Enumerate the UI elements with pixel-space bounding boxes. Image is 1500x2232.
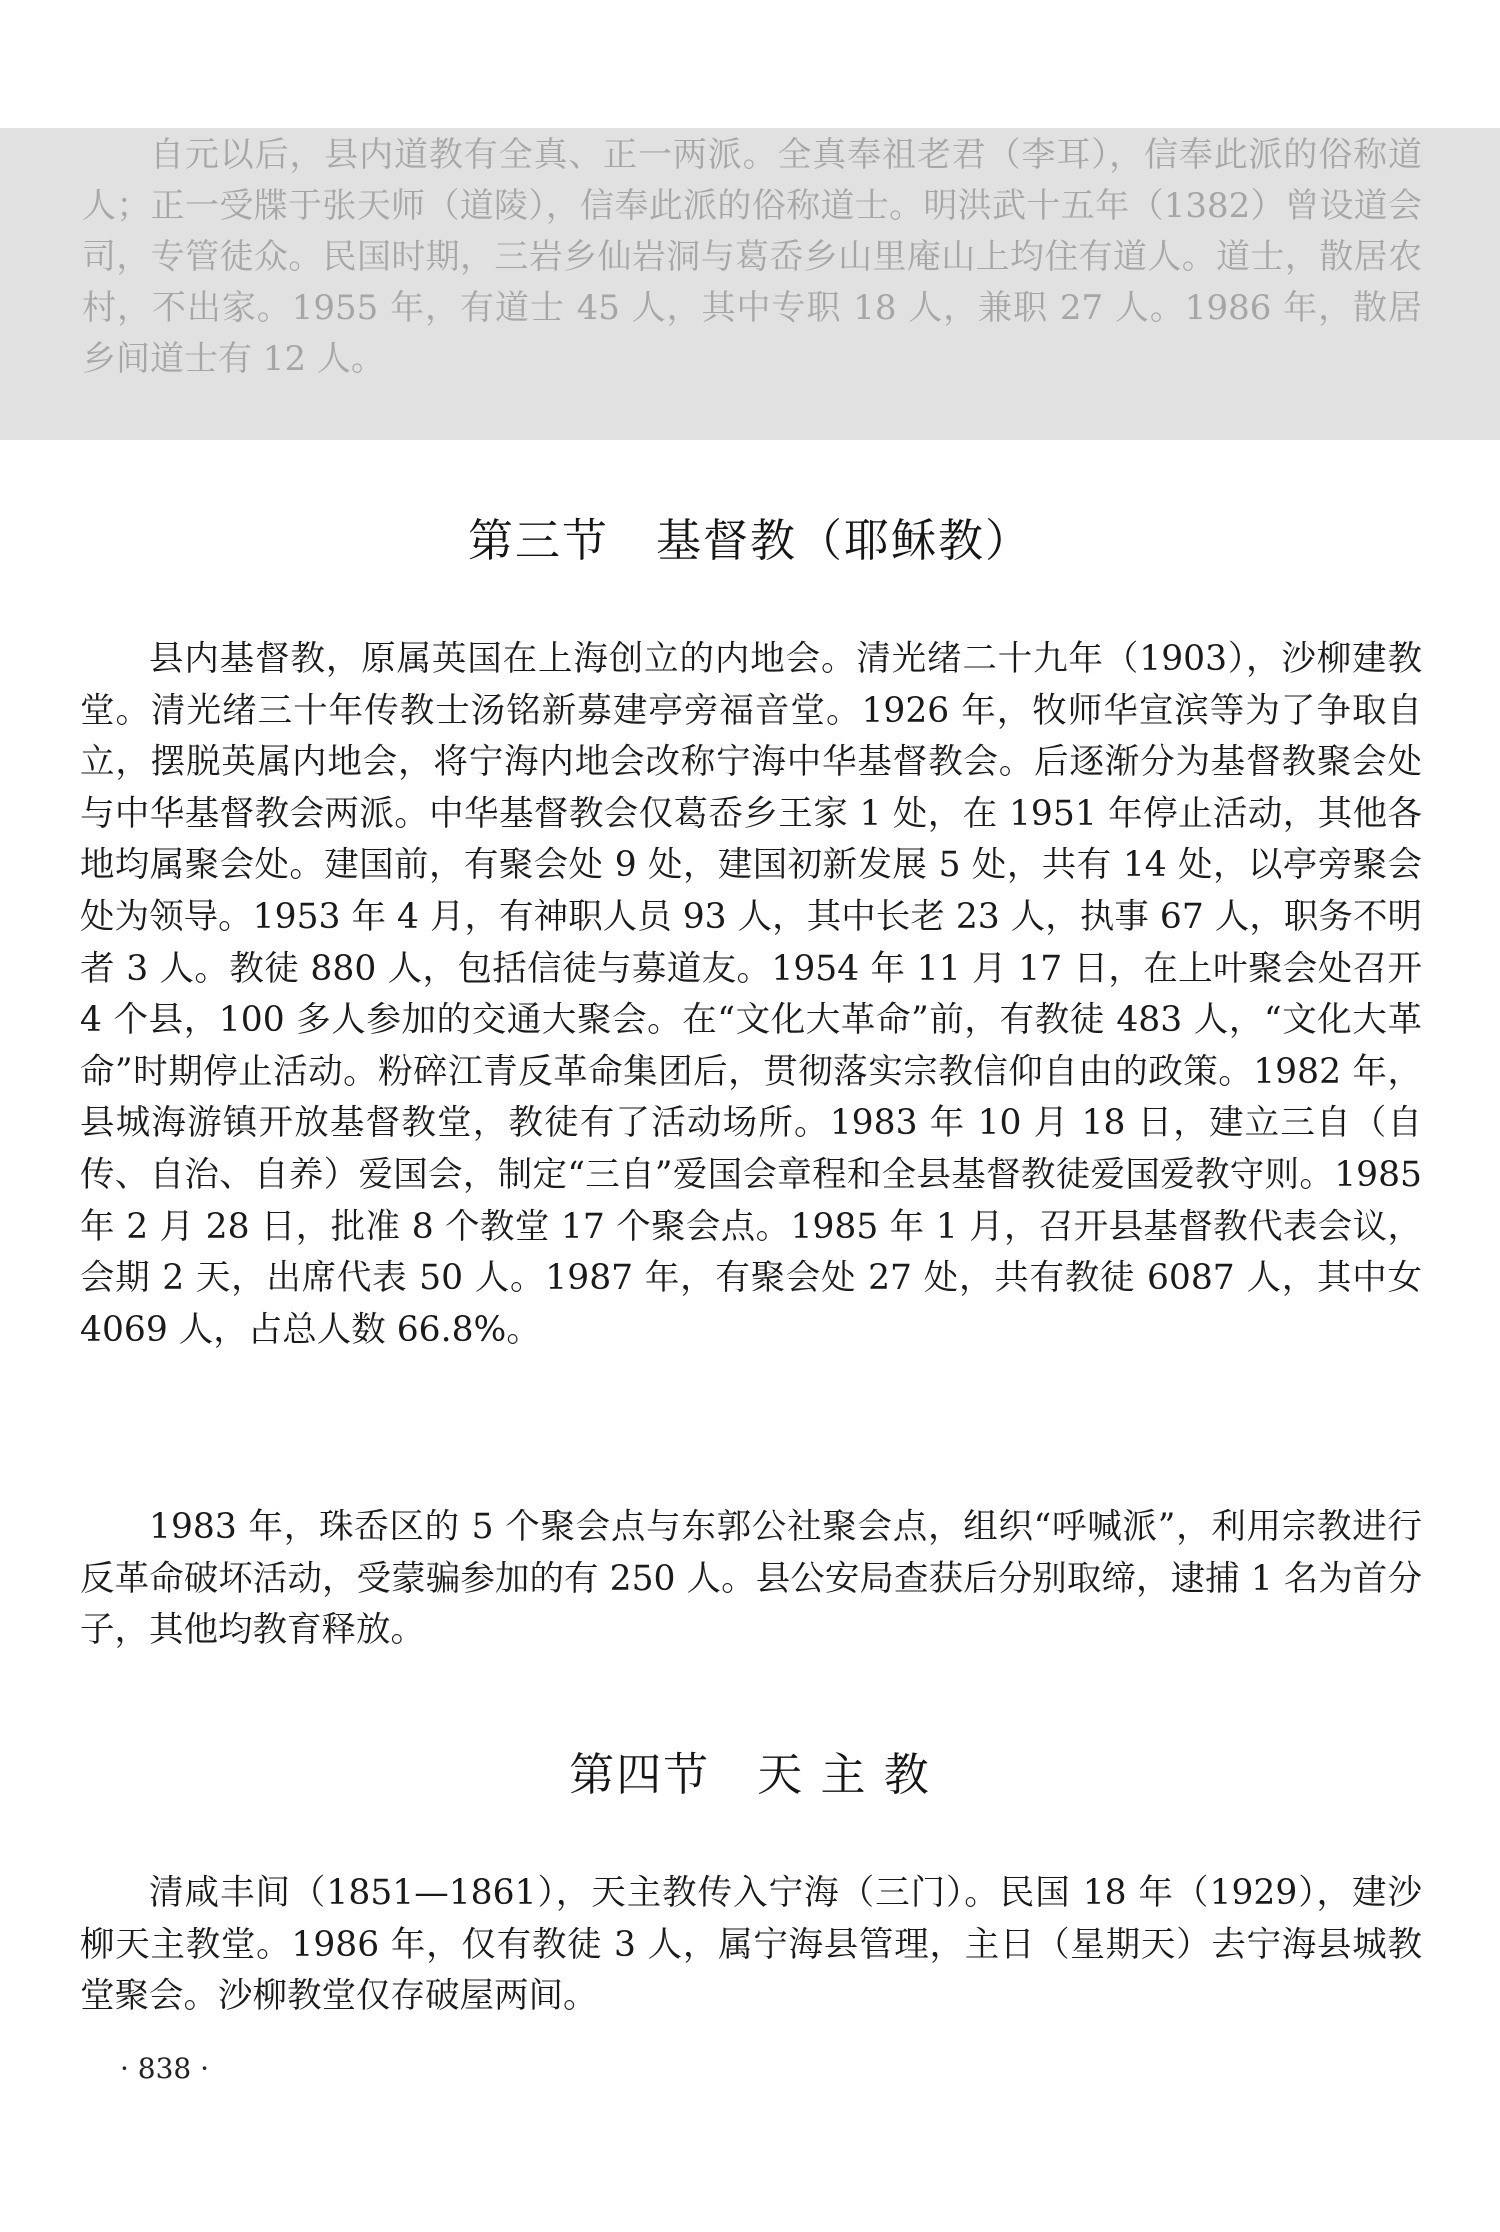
page-number: · 838 · — [120, 2052, 210, 2085]
section-4-title: 第四节 天 主 教 — [569, 1748, 931, 1801]
christianity-paragraph-1: 县内基督教，原属英国在上海创立的内地会。清光绪二十九年（1903），沙柳建教堂。清光绪三十年传教士汤铭新募建亭旁福音堂。1926 年，牧师华宣滨等为了争取自立，摆脱英属内地会，将宁海内地会改称宁海中华基督教会。后逐渐分为基督教聚会处与中华基督教会两派。中华基督教会仅葛岙乡王家 1 处，在 1951 年停止活动，其他各地均属聚会处。建国前，有聚会处 9 处，建国初新发展 5 处，共有 14 处，以亭旁聚会处为领导。1953 年 4 月，有神职人员 93 人，其中长老 23 人，执事 67 人，职务不明者 3 人。教徒 880 人，包括信徒与募道友。1954 年 11 月 17 日，在上叶聚会处召开 4 个县，100 多人参加的交通大聚会。在“文化大革命”前，有教徒 483 人，“文化大革命”时期停止活动。粉碎江青反革命集团后，贯彻落实宗教信仰自由的政策。1982 年，县城海游镇开放基督教堂，教徒有了活动场所。1983 年 10 月 18 日，建立三自（自传、自治、自养）爱国会，制定“三自”爱国会章程和全县基督教徒爱国爱教守则。1985 年 2 月 28 日，批准 8 个教堂 17 个聚会点。1985 年 1 月，召开县基督教代表会议，会期 2 天，出席代表 50 人。1987 年，有聚会处 27 处，共有教徒 6087 人，其中女 4069 人，占总人数 66.8%。 — [80, 639, 1422, 1350]
taoism-continued-paragraph: 自元以后，县内道教有全真、正一两派。全真奉祖老君（李耳），信奉此派的俗称道人；正一受牒于张天师（道陵），信奉此派的俗称道士。明洪武十五年（1382）曾设道会司，专管徒众。民国时期，三岩乡仙岩洞与葛岙乡山里庵山上均住有道人。道士，散居农村，不出家。1955 年，有道士 45 人，其中专职 18 人，兼职 27 人。1986 年，散居乡间道士有 12 人。 — [82, 135, 1422, 379]
christianity-paragraph-2: 1983 年，珠岙区的 5 个聚会点与东郭公社聚会点，组织“呼喊派”，利用宗教进行反革命破坏活动，受蒙骗参加的有 250 人。县公安局查获后分别取缔，逮捕 1 名为首分子，其他均教育释放。 — [80, 1507, 1422, 1651]
section-3-title: 第三节 基督教（耶稣教） — [467, 514, 1032, 567]
catholicism-paragraph: 清咸丰间（1851—1861），天主教传入宁海（三门）。民国 18 年（1929），建沙柳天主教堂。1986 年，仅有教徒 3 人，属宁海县管理，主日（星期天）去宁海县城教堂聚会。沙柳教堂仅存破屋两间。 — [80, 1873, 1422, 2017]
